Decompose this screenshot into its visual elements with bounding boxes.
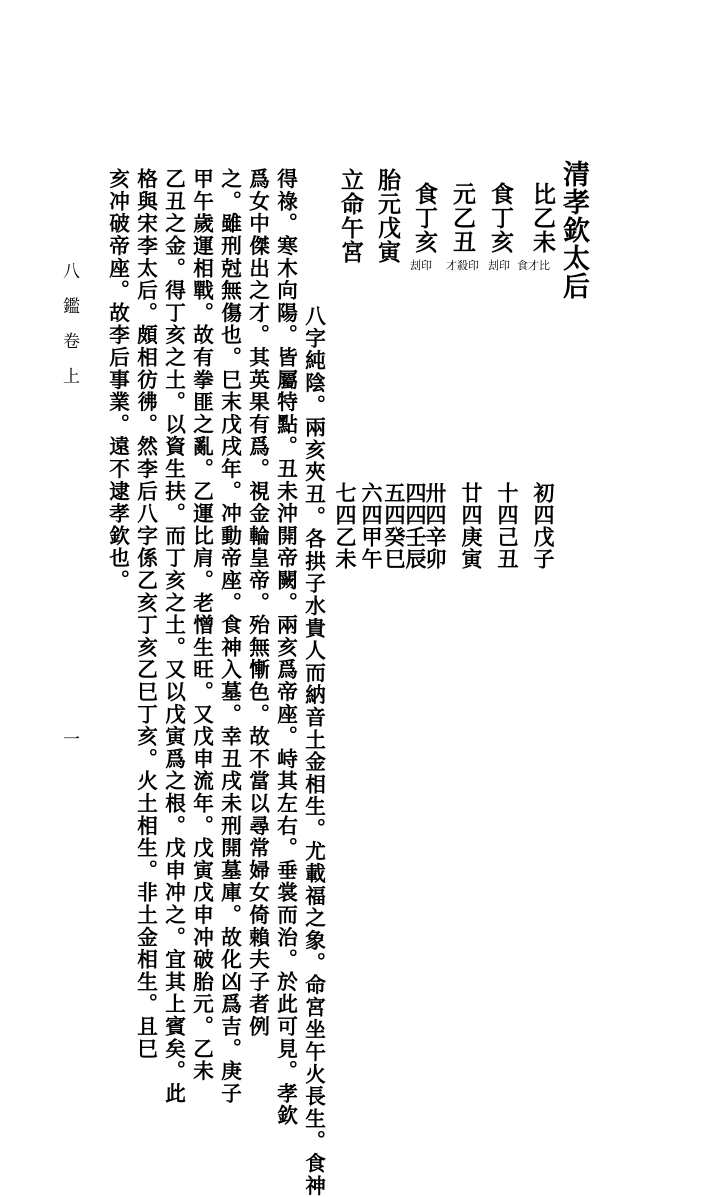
body-line-4: 之。雖刑尅無傷也。巳末戊戌年。冲動帝座。食神入墓。幸丑戌未刑開墓庫。故化凶爲吉。庚子 [217, 168, 242, 1105]
luck-cycle-5: 四四壬辰 [403, 482, 428, 570]
luck-cycle-6: 五四癸巳 [382, 482, 407, 570]
luck-cycle-3: 廿四庚寅 [459, 482, 484, 570]
pillar-month: 食丁亥 [487, 182, 514, 254]
taiyuan: 胎元戊寅 [374, 168, 401, 264]
pillar-day-note: 才殺印 [446, 259, 479, 272]
luck-cycle-7: 六四甲午 [359, 482, 384, 570]
luck-cycle-1: 初四戊子 [531, 482, 556, 570]
page-number: 一 [59, 730, 79, 747]
body-line-6: 乙丑之金。得丁亥之土。以資生扶。而丁亥之土。又以戊寅爲之根。戊申冲之。宜其上賓矣。此 [161, 168, 186, 1105]
body-line-1: 八字純陰。兩亥夾丑。各拱子水貴人而納音土金相生。尤載福之象。命宮坐午火長生。食神 [301, 305, 326, 1197]
luck-cycle-4: 卅四辛卯 [423, 482, 448, 570]
pillar-year: 比乙未 [529, 182, 556, 254]
running-title: 八鑑卷上 [59, 262, 79, 402]
pillar-month-note: 刦印 [488, 259, 510, 272]
body-line-7: 格與宋李太后。頗相彷彿。然李后八字係乙亥丁亥乙巳丁亥。火土相生。非土金相生。且巳 [133, 168, 158, 1060]
pillar-hour: 食丁亥 [411, 182, 438, 254]
luck-cycle-2: 十四己丑 [495, 482, 520, 570]
pillar-year-note: 食才比 [517, 259, 550, 272]
body-line-5: 甲午歲運相戰。故有拳匪之亂。乙運比肩。老憎生旺。又戊申流年。戊寅戊申冲破胎元。乙未 [189, 168, 214, 1083]
minggong: 立命午宮 [337, 168, 364, 264]
pillar-hour-note: 刦印 [410, 259, 432, 272]
pillar-day: 元乙丑 [449, 182, 476, 254]
body-line-3: 爲女中傑出之才。其英果有爲。視金輪皇帝。殆無慚色。故不當以尋常婦女倚賴夫子者例 [245, 168, 270, 1038]
page-title: 清孝欽太后 [558, 160, 589, 300]
body-line-8: 亥冲破帝座。故李后事業。遠不逮孝欽也。 [105, 168, 130, 592]
body-line-2: 得祿。寒木向陽。皆屬特點。丑未沖開帝闕。兩亥爲帝座。峙其左右。垂裳而治。於此可見。孝欽 [273, 168, 298, 1127]
luck-cycle-8: 七四乙未 [333, 482, 358, 570]
